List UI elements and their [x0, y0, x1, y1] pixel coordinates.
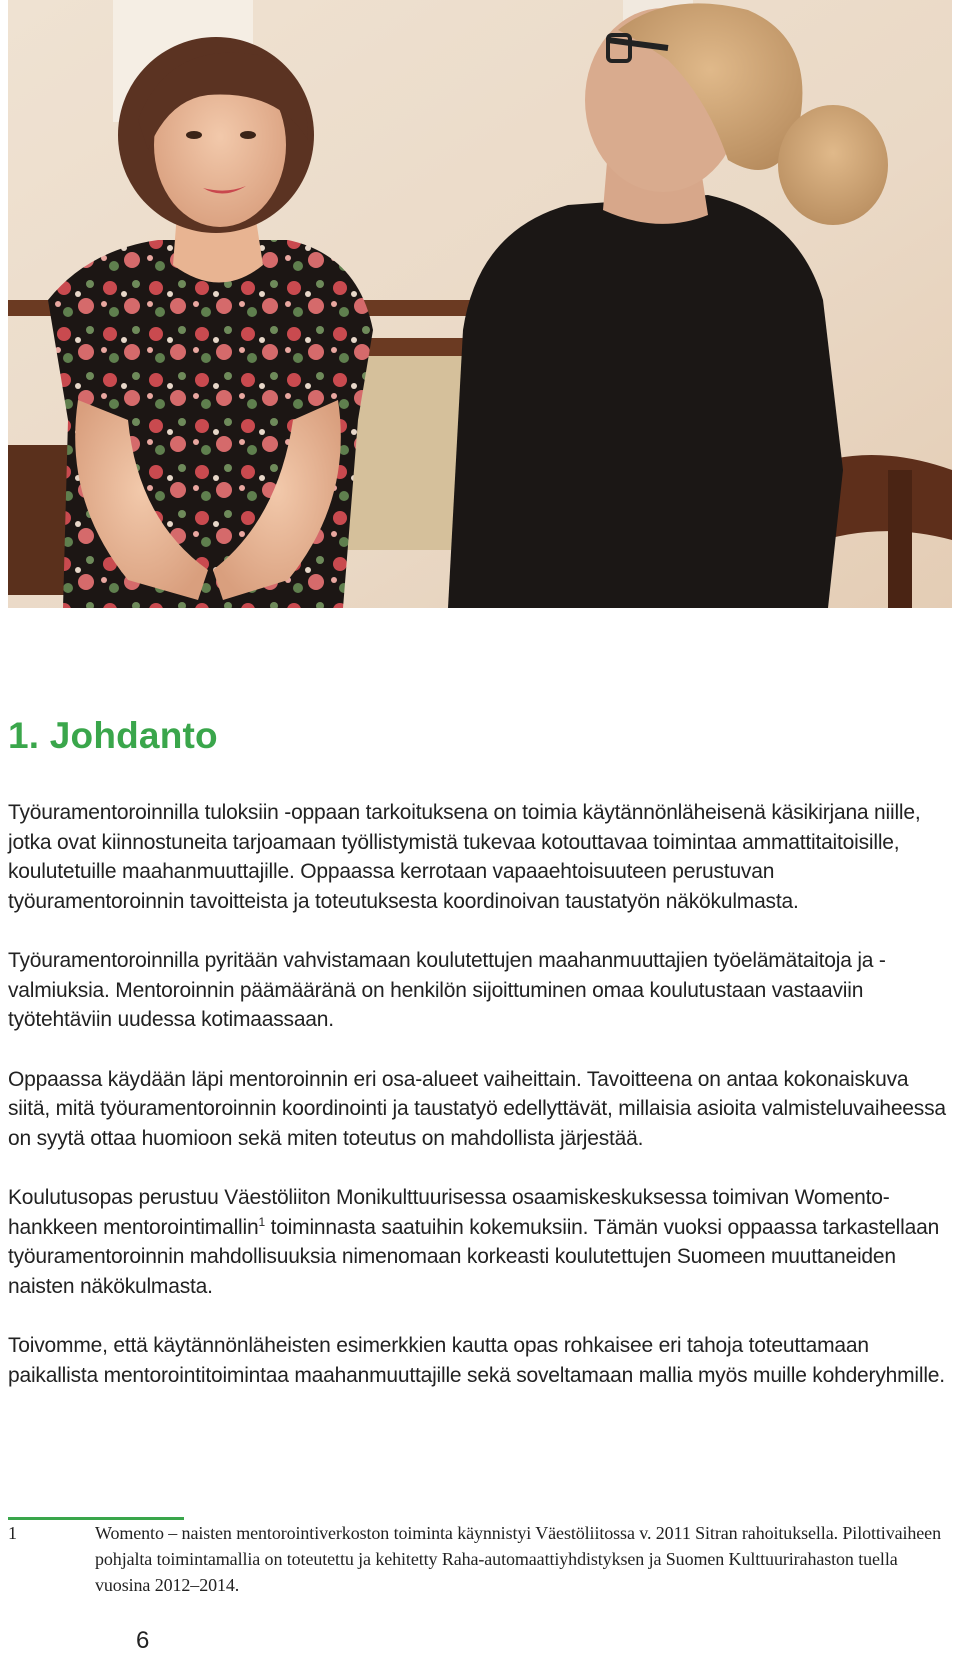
paragraph-closing: Toivomme, että käytännönläheisten esimerkkien kautta opas rohkaisee eri tahoja toteuttamaan paikallista mentorointitoimintaa maahanmuuttajille sekä soveltamaan mallia myös muille kohderyhmille.: [8, 1334, 945, 1387]
paragraph-background: [8, 1183, 952, 1301]
footnote-number: 1: [8, 1523, 17, 1543]
section-heading: 1. Johdanto: [8, 715, 218, 756]
body-text: [8, 798, 952, 1420]
page-number: 6: [136, 1627, 150, 1654]
footnote-text: Womento – naisten mentorointiverkoston toiminta käynnistyi Väestöliitossa v. 2011 Sitran rahoituksella. Pilottivaiheen pohjalta toimintamallia on toteutettu ja kehitetty Raha-automaattiyhdistyksen ja Suomen Kulttuurirahaston tuella vuosina 2012–2014.: [95, 1523, 941, 1595]
paragraph-background-start: Koulutusopas perustuu Väestöliiton Monikulttuurisessa osaamiskeskuksessa toimivan Womento-hankkeen mentorointimallin: [8, 1186, 890, 1239]
paragraph-overview: Oppaassa käydään läpi mentoroinnin eri osa-alueet vaiheittain. Tavoitteena on antaa kokonaiskuva siitä, mitä työuramentoroinnin koordinointi ja taustatyö edellyttävät, millaisia asioita valmisteluvaiheessa on syytä ottaa huomioon sekä miten toteutus on mahdollista järjestää.: [8, 1067, 946, 1150]
photo-illustration: [8, 0, 952, 608]
paragraph-background-end: toiminnasta saatuihin kokemuksiin. Tämän vuoksi oppaassa tarkastellaan työuramentoroinnin mahdollisuuksia nimenomaan korkeasti koulutettujen Suomeen muuttaneiden naisten näkökulmasta.: [8, 1215, 940, 1298]
cover-photo: [8, 0, 952, 608]
footnote-reference: 1: [258, 1214, 265, 1229]
paragraph-goal: Työuramentoroinnilla pyritään vahvistamaan koulutettujen maahanmuuttajien työelämätaitoja ja -valmiuksia. Mentoroinnin päämääränä on henkilön sijoittuminen omaa koulutustaan vastaaviin työtehtäviin uudessa kotimaassaan.: [8, 949, 886, 1031]
paragraph-intro: Työuramentoroinnilla tuloksiin -oppaan tarkoituksena on toimia käytännönläheisenä käsikirjana niille, jotka ovat kiinnostuneita tarjoamaan työllistymistä tukevaa kotouttavaa toimintaa ammattitaitoisille, koulutetuille maahanmuuttajille. Oppaassa kerrotaan vapaaehtoisuuteen perustuvan työuramentoroinnin tavoitteista ja toteutuksesta koordinoivan taustatyön näkökulmasta.: [8, 801, 921, 913]
